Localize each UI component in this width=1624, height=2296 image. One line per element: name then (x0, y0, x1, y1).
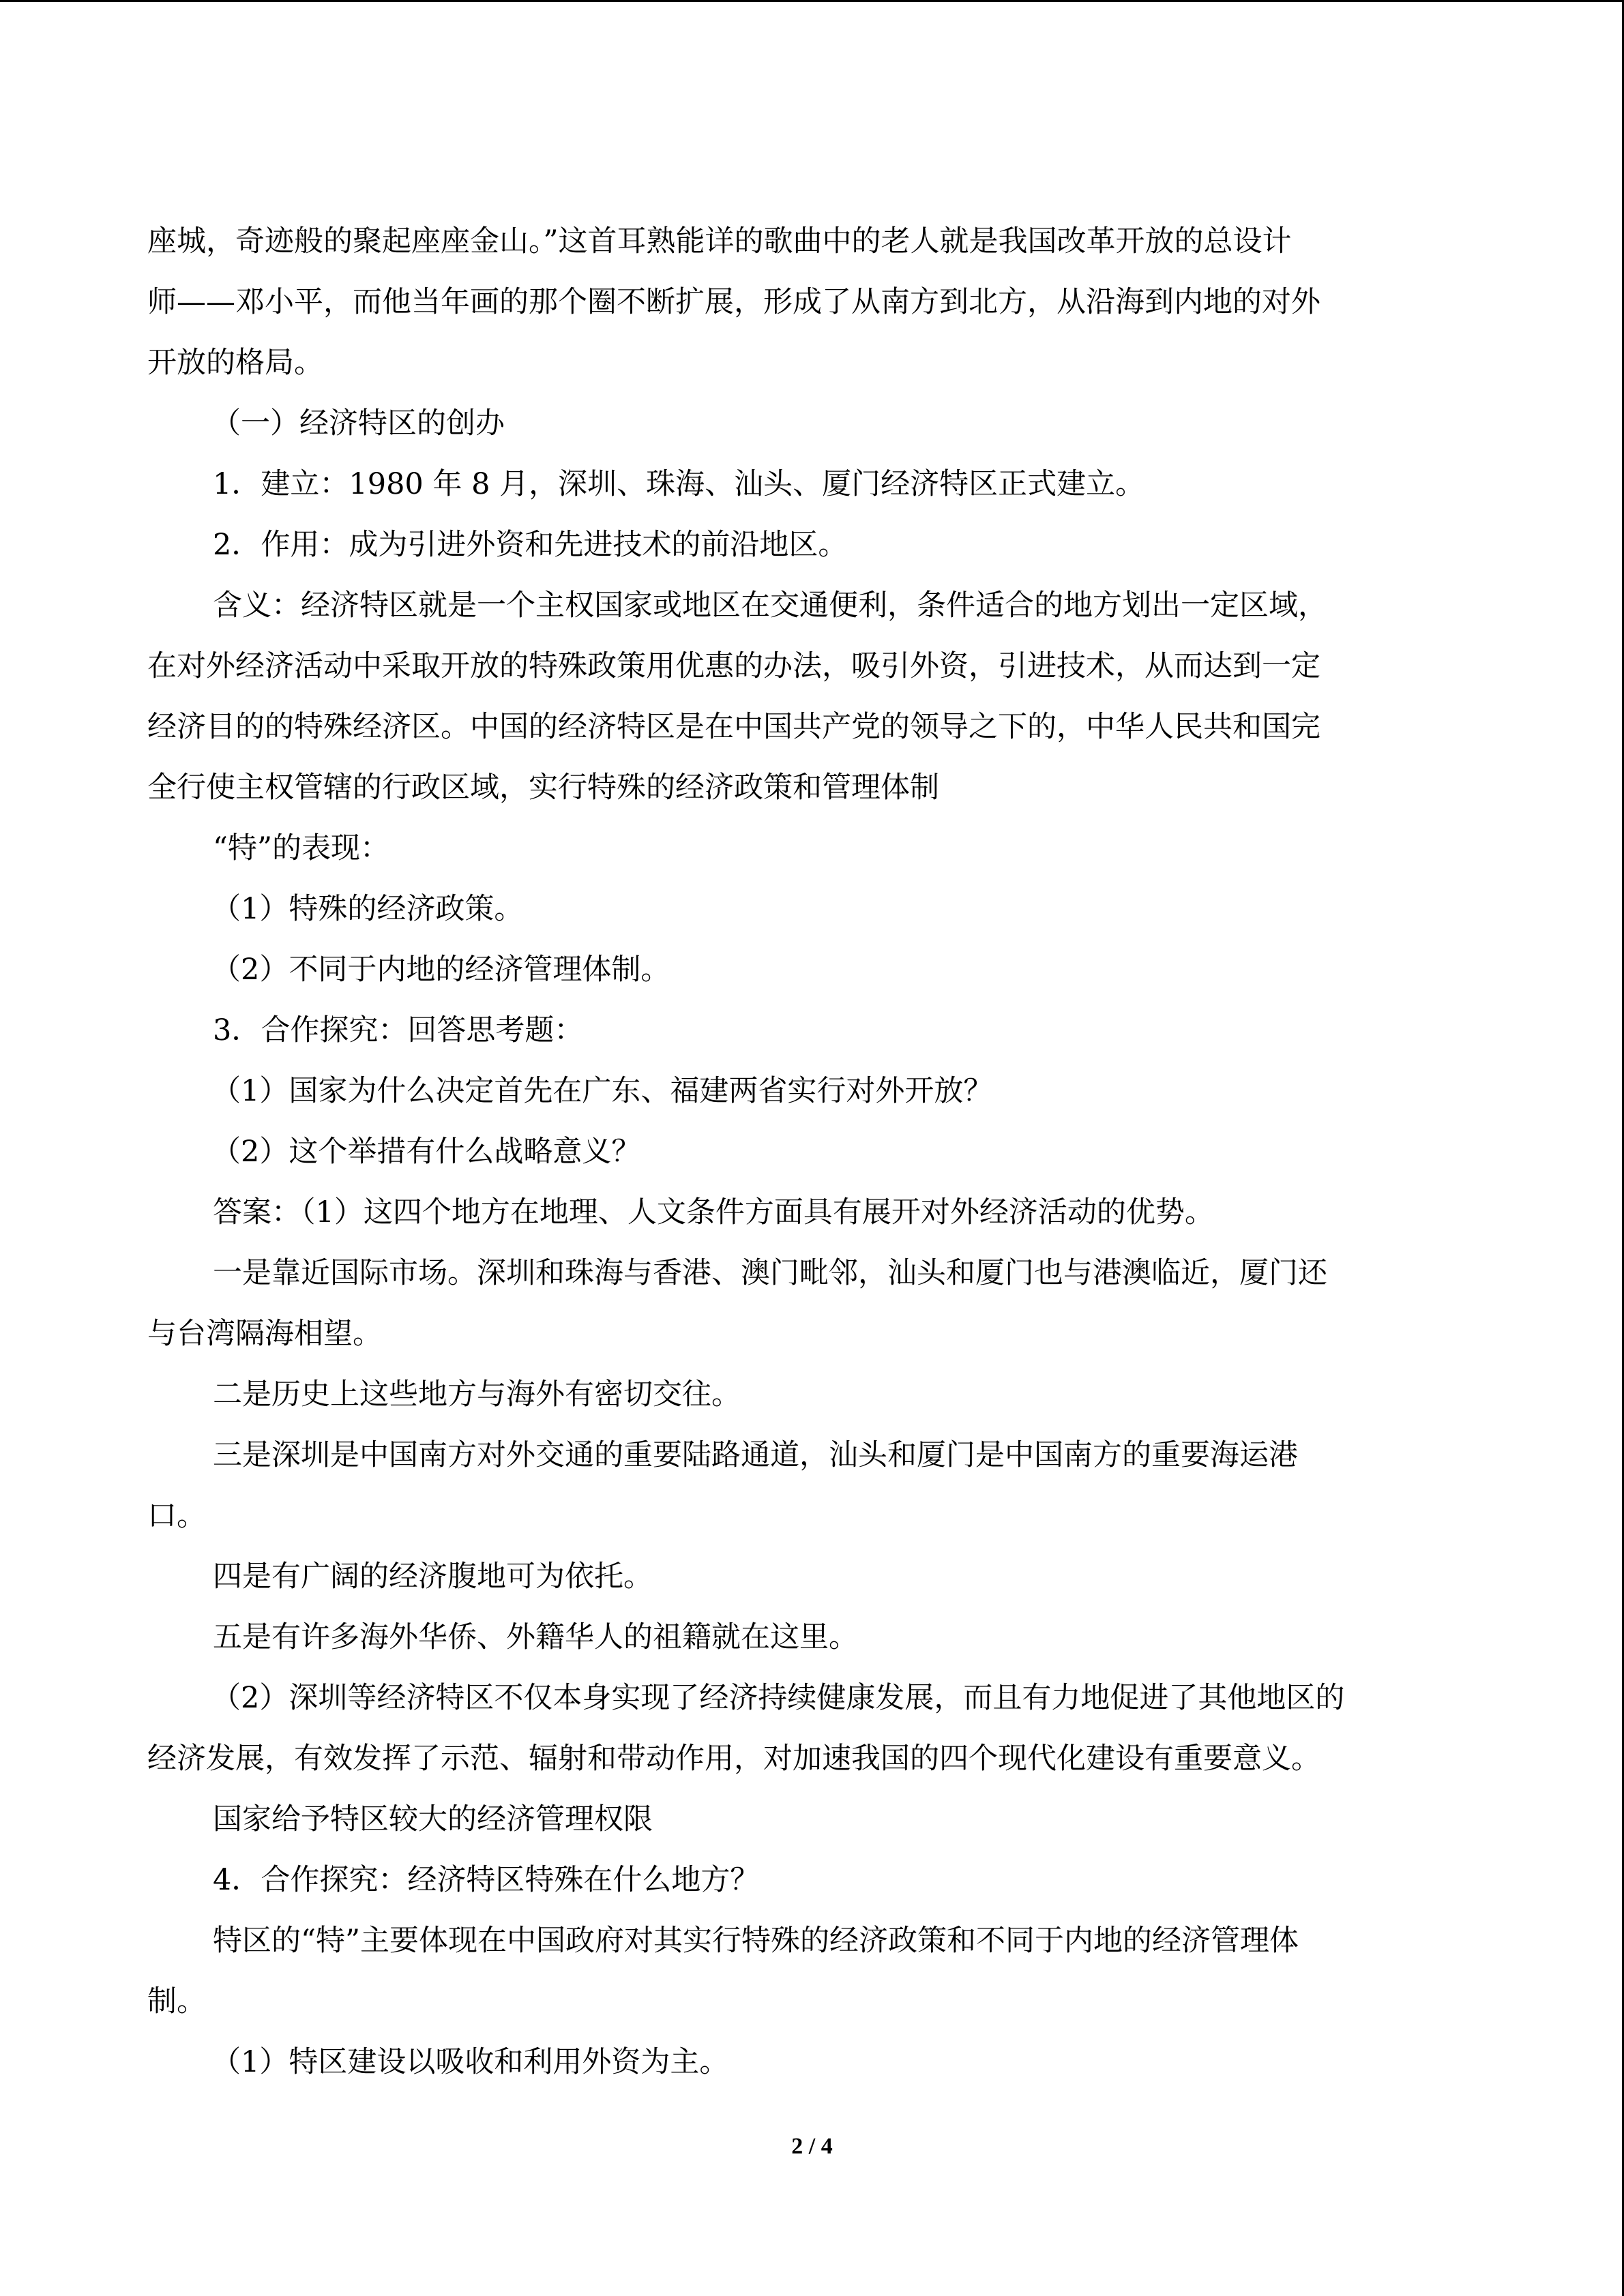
paragraph-line: 2．作用：成为引进外资和先进技术的前沿地区。 (213, 528, 848, 562)
paragraph-line: 经济目的的特殊经济区。中国的经济特区是在中国共产党的领导之下的，中华人民共和国完 (147, 710, 1320, 744)
paragraph-line: 与台湾隔海相望。 (147, 1317, 382, 1351)
document-body (147, 211, 1471, 2093)
paragraph-line: 含义：经济特区就是一个主权国家或地区在交通便利，条件适合的地方划出一定区域， (213, 588, 1327, 623)
paragraph-line: （2）不同于内地的经济管理体制。 (211, 953, 670, 987)
paragraph-line: 开放的格局。 (147, 346, 323, 380)
paragraph-line: 口。 (147, 1499, 206, 1533)
paragraph-line: 国家给予特区较大的经济管理权限 (213, 1802, 653, 1836)
paragraph-line: 四是有广阔的经济腹地可为依托。 (213, 1560, 653, 1594)
paragraph-line: 五是有许多海外华侨、外籍华人的祖籍就在这里。 (213, 1620, 858, 1654)
paragraph-line: 答案：（1）这四个地方在地理、人文条件方面具有展开对外经济活动的优势。 (213, 1195, 1214, 1229)
paragraph-line: 4．合作探究：经济特区特殊在什么地方？ (213, 1863, 760, 1897)
page-number: 2 / 4 (791, 2134, 833, 2159)
paragraph-line: （1）特殊的经济政策。 (211, 892, 524, 926)
paragraph-line: “特”的表现： (213, 831, 389, 865)
paragraph-line: （2）深圳等经济特区不仅本身实现了经济持续健康发展，而且有力地促进了其他地区的 (211, 1681, 1345, 1715)
paragraph-line: 制。 (147, 1984, 206, 2018)
section-heading: （一）经济特区的创办 (211, 406, 505, 441)
paragraph-line: 3．合作探究：回答思考题： (213, 1013, 584, 1047)
paragraph-line: 1．建立：1980 年 8 月，深圳、珠海、汕头、厦门经济特区正式建立。 (213, 467, 1145, 501)
paragraph-line: （1）特区建设以吸收和利用外资为主。 (211, 2045, 729, 2079)
paragraph-line: 座城，奇迹般的聚起座座金山。”这首耳熟能详的歌曲中的老人就是我国改革开放的总设计 (147, 224, 1292, 258)
paragraph-line: 三是深圳是中国南方对外交通的重要陆路通道，汕头和厦门是中国南方的重要海运港 (213, 1438, 1298, 1472)
paragraph-line: 在对外经济活动中采取开放的特殊政策用优惠的办法，吸引外资，引进技术，从而达到一定 (147, 649, 1320, 683)
paragraph-line: 师——邓小平，而他当年画的那个圈不断扩展，形成了从南方到北方，从沿海到内地的对外 (147, 285, 1320, 319)
paragraph-line: （1）国家为什么决定首先在广东、福建两省实行对外开放？ (211, 1074, 993, 1108)
paragraph-line: （2）这个举措有什么战略意义？ (211, 1135, 641, 1169)
paragraph-line: 二是历史上这些地方与海外有密切交往。 (213, 1377, 741, 1412)
paragraph-line: 经济发展，有效发挥了示范、辐射和带动作用，对加速我国的四个现代化建设有重要意义。 (147, 1742, 1320, 1776)
paragraph-line: 一是靠近国际市场。深圳和珠海与香港、澳门毗邻，汕头和厦门也与港澳临近，厦门还 (213, 1256, 1327, 1290)
paragraph-line: 全行使主权管辖的行政区域，实行特殊的经济政策和管理体制 (147, 771, 939, 805)
paragraph-line: 特区的“特”主要体现在中国政府对其实行特殊的经济政策和不同于内地的经济管理体 (213, 1924, 1299, 1958)
